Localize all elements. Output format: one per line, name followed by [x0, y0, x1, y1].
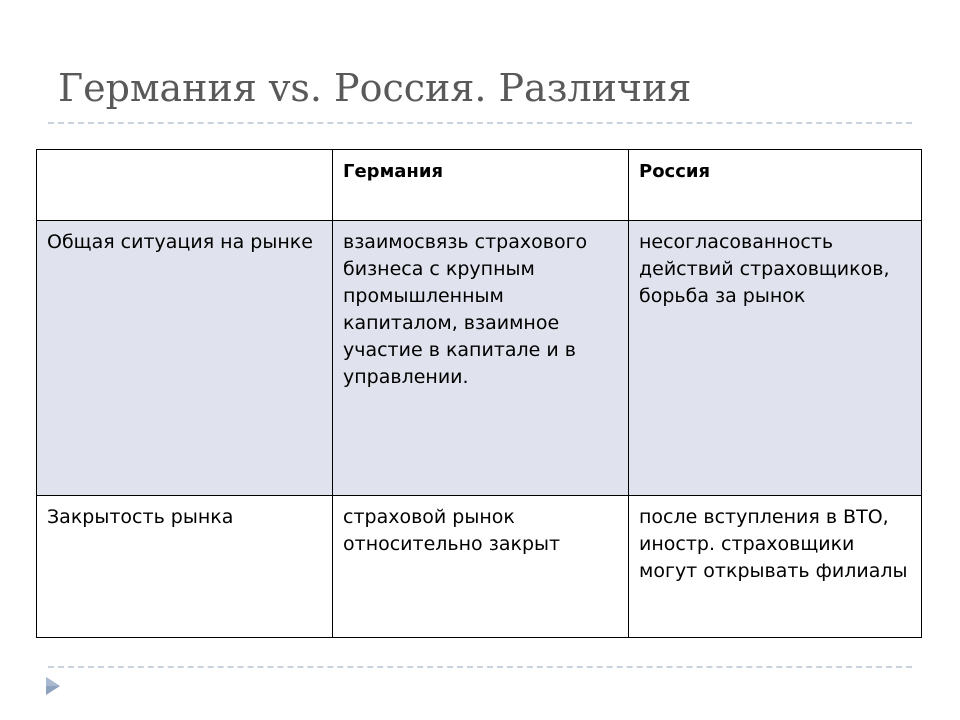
table-row	[37, 221, 922, 496]
title-divider	[48, 122, 912, 124]
table-cell: после вступления в ВТО, иностр. страховщики могут открывать филиалы	[629, 496, 922, 638]
table-row	[37, 496, 922, 638]
slide-title: Германия vs. Россия. Различия	[58, 66, 692, 110]
table-header-cell: Германия	[333, 150, 629, 221]
table-cell: несогласованность действий страховщиков, борьба за рынок	[629, 221, 922, 496]
table-header-cell	[37, 150, 333, 221]
table-cell: страховой рынок относительно закрыт	[333, 496, 629, 638]
footer-divider	[48, 666, 912, 668]
table-cell: взаимосвязь страхового бизнеса с крупным промышленным капиталом, взаимное участие в капитале и в управлении.	[333, 221, 629, 496]
table-header-row	[37, 150, 922, 221]
table-cell: Общая ситуация на рынке	[37, 221, 333, 496]
table-cell: Закрытость рынка	[37, 496, 333, 638]
table-header-cell: Россия	[629, 150, 922, 221]
comparison-table	[36, 149, 922, 638]
triangle-arrow-right-icon	[45, 676, 61, 696]
